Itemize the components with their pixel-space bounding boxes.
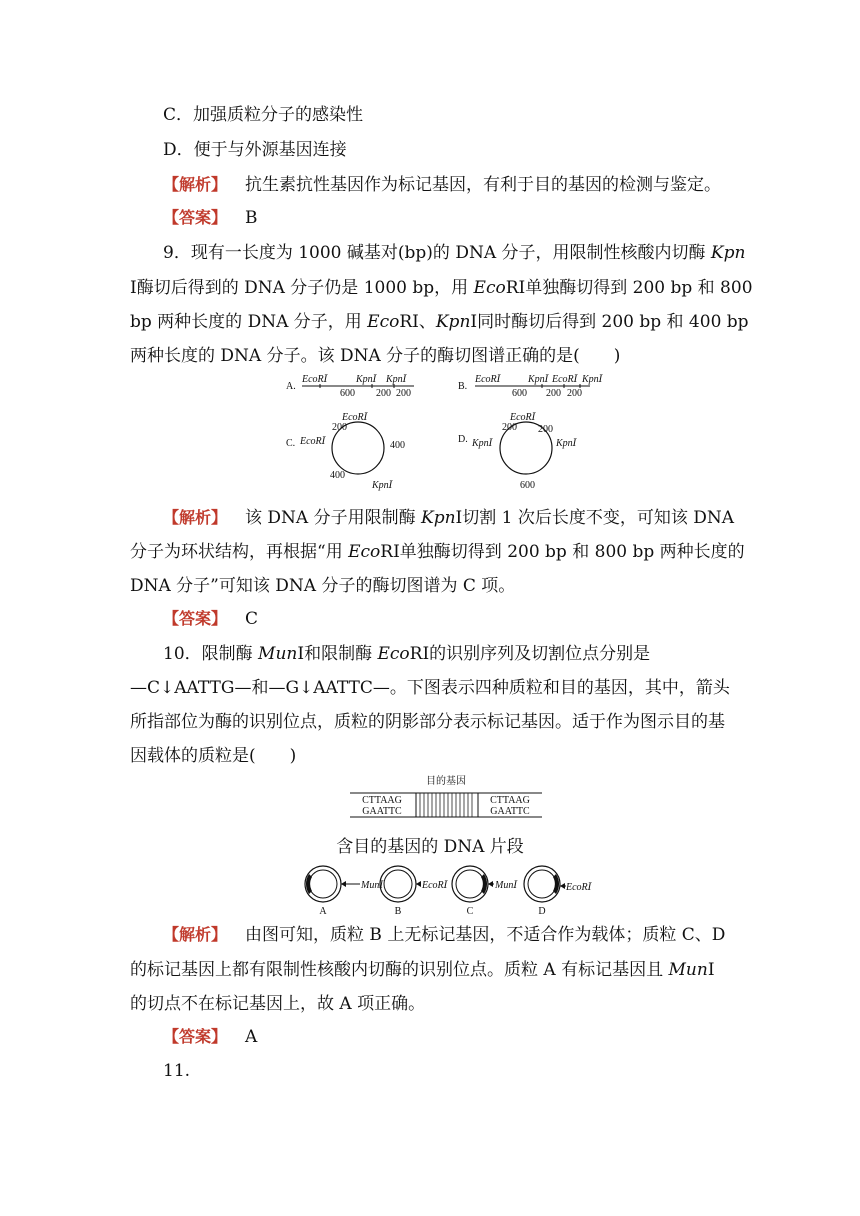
gene-label: 目的基因 (426, 776, 466, 787)
plasmid-b (380, 866, 449, 917)
q10-line2: —C↓AATTG—和—G↓AATTC—。下图表示四种质粒和目的基因，其中，箭头 (130, 678, 730, 698)
analysis-10-line3: 的切点不在标记基因上，故 A 项正确。 (130, 994, 426, 1014)
option-d: D．便于与外源基因连接 (163, 140, 347, 160)
answer-tag: 【答案】 (163, 1027, 228, 1046)
seq-bottom-right: GAATTC (490, 806, 530, 817)
fig-d-seg1: 200 (502, 422, 517, 433)
dna-fragment (350, 774, 542, 824)
plasmid-b-label: B (394, 906, 402, 917)
fig-b-kpn1: KpnⅠ (528, 374, 549, 385)
q10-line3: 所指部位为酶的识别位点，质粒的阴影部分表示标记基因。适于作为图示目的基 (130, 712, 725, 732)
plasmid-a-label: A (319, 906, 327, 917)
q9-line2: Ⅰ酶切后得到的 DNA 分子仍是 1000 bp，用 EcoRⅠ单独酶切得到 200 bp 和 800 (130, 278, 753, 298)
answer-8 (163, 207, 763, 229)
fig-b-seg2: 200 (546, 388, 561, 399)
fig-c-seg3: 400 (330, 470, 345, 481)
fig-d-seg3: 600 (520, 480, 535, 491)
plasmid-d-label: D (538, 906, 546, 917)
fig-a-seg2: 200 (376, 388, 391, 399)
analysis-10-line2: 的标记基因上都有限制性核酸内切酶的识别位点。质粒 A 有标记基因且 MunⅠ (130, 960, 715, 980)
fig-c-label: C. (286, 438, 296, 449)
seq-bottom-left: GAATTC (362, 806, 402, 817)
fig-d-kpn-right: KpnⅠ (556, 438, 577, 449)
answer-tag: 【答案】 (163, 208, 228, 227)
fig-c-kpn: KpnⅠ (372, 480, 393, 491)
analysis-tag: 【解析】 (163, 508, 228, 527)
fig-b-ecori1: EcoRⅠ (475, 374, 501, 385)
q9-line3: bp 两种长度的 DNA 分子，用 EcoRⅠ、KpnⅠ同时酶切后得到 200 bp 和 400 bp (130, 312, 749, 332)
plasmid-a (305, 866, 384, 917)
q11-number: 11. (163, 1061, 191, 1081)
q9-line4: 两种长度的 DNA 分子。该 DNA 分子的酶切图谱正确的是( ) (130, 346, 621, 366)
plasmid-a-enzyme: MunⅠ (361, 880, 384, 891)
seq-top-right: CTTAAG (490, 795, 530, 806)
gene-hatched-region (416, 793, 478, 817)
option-c: C．加强质粒分子的感染性 (163, 105, 364, 125)
fig-b-kpn2: KpnⅠ (582, 374, 603, 385)
plasmid-c-label: C (466, 906, 474, 917)
fig-c-ecori-top: EcoRⅠ (342, 412, 368, 423)
fig-b-label: B. (458, 381, 468, 392)
plasmid-d-enzyme: EcoRⅠ (566, 882, 592, 893)
fig-c-seg1: 200 (332, 422, 347, 433)
answer-tag: 【答案】 (163, 609, 228, 628)
plasmid-b-enzyme: EcoRⅠ (422, 880, 448, 891)
answer-10 (163, 1026, 763, 1048)
analysis-text: 抗生素抗性基因作为标记基因，有利于目的基因的检测与鉴定。 (245, 175, 722, 195)
analysis-tag: 【解析】 (163, 925, 228, 944)
q10-line4: 因载体的质粒是( ) (130, 746, 297, 766)
fig-d-ecori: EcoRⅠ (510, 412, 536, 423)
fig-a-label: A. (286, 381, 296, 392)
fig-b-seg1: 600 (512, 388, 527, 399)
analysis-9-line2: 分子为环状结构，再根据“用 EcoRⅠ单独酶切得到 200 bp 和 800 bp 两种长度的 (130, 542, 745, 562)
analysis-10-line1 (163, 924, 763, 946)
plasmid-c (452, 866, 518, 917)
seq-top-left: CTTAAG (362, 795, 402, 806)
answer-text: C (245, 609, 259, 629)
fig-c-seg2: 400 (390, 440, 405, 451)
analysis-text: 由图可知，质粒 B 上无标记基因，不适合作为载体；质粒 C、D (245, 925, 726, 945)
fig-c-ecori-left: EcoRⅠ (300, 436, 326, 447)
q9-line1: 9．现有一长度为 1000 碱基对(bp)的 DNA 分子，用限制性核酸内切酶 Kpn (163, 243, 746, 263)
answer-text: B (245, 208, 258, 228)
fragment-caption: 含目的基因的 DNA 片段 (336, 837, 524, 857)
analysis-8 (163, 174, 763, 196)
fig-a-ecori: EcoRⅠ (302, 374, 328, 385)
fig-a-seg3: 200 (396, 388, 411, 399)
fig-a-kpn2: KpnⅠ (386, 374, 407, 385)
fig-a-seg1: 600 (340, 388, 355, 399)
q10-line1: 10．限制酶 MunⅠ和限制酶 EcoRⅠ的识别序列及切割位点分别是 (163, 644, 651, 664)
fig-b-ecori2: EcoRⅠ (552, 374, 578, 385)
fig-d-label: D. (458, 434, 468, 445)
analysis-9-line3: DNA 分子”可知该 DNA 分子的酶切图谱为 C 项。 (130, 576, 516, 596)
analysis-tag: 【解析】 (163, 175, 228, 194)
q9-figure (280, 370, 620, 495)
analysis-9-line1: 【解析】 该 DNA 分子用限制酶 KpnⅠ切割 1 次后长度不变，可知该 DNA (163, 508, 735, 528)
plasmid-c-enzyme: MunⅠ (495, 880, 518, 891)
fig-a-kpn1: KpnⅠ (356, 374, 377, 385)
fig-d-seg2: 200 (538, 424, 553, 435)
plasmids-figure (300, 862, 600, 918)
answer-text: A (245, 1027, 258, 1047)
answer-9 (163, 608, 763, 630)
plasmid-d (524, 866, 593, 917)
fig-d-kpn-left: KpnⅠ (472, 438, 493, 449)
fig-b-seg3: 200 (567, 388, 582, 399)
